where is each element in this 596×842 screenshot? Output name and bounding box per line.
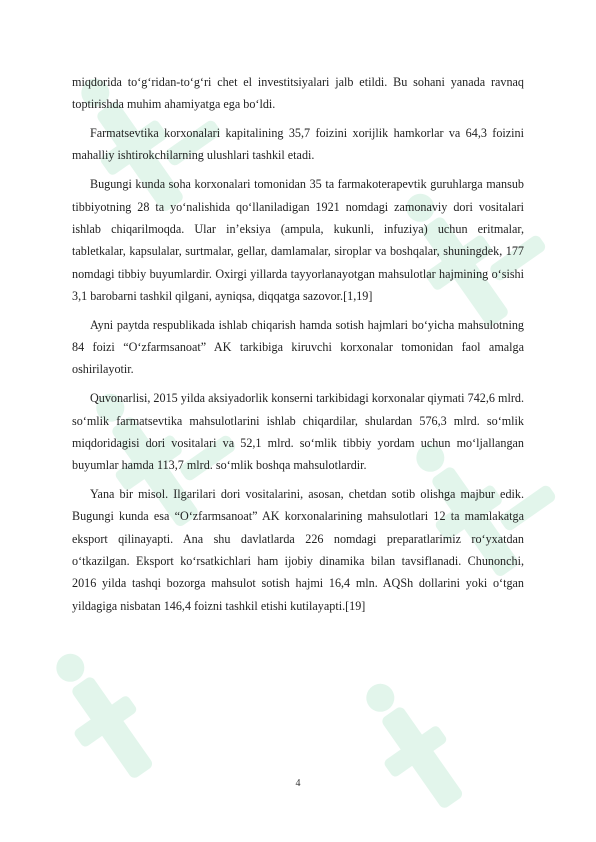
page-number: 4 bbox=[295, 778, 301, 789]
paragraph: Yana bir misol. Ilgarilari dori vositalarini, asosan, chetdan sotib olishga majbur edik. Bugungi kunda esa “O‘zfarmsanoat” AK korxonalarining mahsulotlari 12 ta mamlakatga eksport qilinayapti. Ana shu davlatlarda 226 nomdagi preparatlarimiz ro‘yxatdan o‘tkazilgan. Eksport ko‘rsatkichlari ham ijobiy dinamika bilan tavsiflanadi. Chunonchi, 2016 yilda tashqi bozorga mahsulot sotish hajmi 16,4 mln. AQSh dollarini yoki o‘tgan yildagiga nisbatan 146,4 foizni tashkil etishi kutilayapti.[19] bbox=[72, 487, 524, 613]
paragraph: miqdorida to‘g‘ridan-to‘g‘ri chet el investitsiyalari jalb etildi. Bu sohani yanada ravnaq toptirishda muhim ahamiyatga ega bo‘ldi. bbox=[72, 75, 524, 112]
paragraph: Farmatsevtika korxonalari kapitalining 35,7 foizini xorijlik hamkorlar va 64,3 foizini mahalliy ishtirokchilarning ulushlari tashkil etadi. bbox=[72, 126, 524, 163]
paragraph: Ayni paytda respublikada ishlab chiqarish hamda sotish hajmlari bo‘yicha mahsulotning 84 foizi “O‘zfarmsanoat” AK tarkibiga kiruvchi korxonalar tomonidan faol amalga oshirilayotir. bbox=[72, 317, 524, 377]
paragraph: Bugungi kunda soha korxonalari tomonidan 35 ta farmakoterapevtik guruhlarga mansub tibbiyotning 28 ta yo‘nalishida qo‘llaniladigan 1921 nomdagi zamonaviy dori vositalari ishlab chiqarilmoqda. Ular in’eksiya (ampula, kukunli, infuziya) uchun eritmalar, tabletkalar, kapsulalar, surtmalar, gellar, damlamalar, siroplar va boshqalar, shuningdek, 177 nomdagi tibbiy buyumlardir. Oxirgi yillarda tayyorlanayotgan mahsulotlar hajmining o‘sishi 3,1 barobarni tashkil qilgani, ayniqsa, diqqatga sazovor.[1,19] bbox=[72, 177, 524, 303]
paragraph: Quvonarlisi, 2015 yilda aksiyadorlik konserni tarkibidagi korxonalar qiymati 742,6 mlrd. so‘mlik farmatsevtika mahsulotlarini ishlab chiqardilar, shulardan 576,3 mlrd. so‘mlik miqdoridagisi dori vositalari va 52,1 mlrd. so‘mlik tibbiy yordam uchun mo‘ljallangan buyumlar hamda 113,7 mlrd. so‘mlik boshqa mahsulotlardir. bbox=[72, 391, 524, 473]
body-text bbox=[72, 71, 524, 623]
